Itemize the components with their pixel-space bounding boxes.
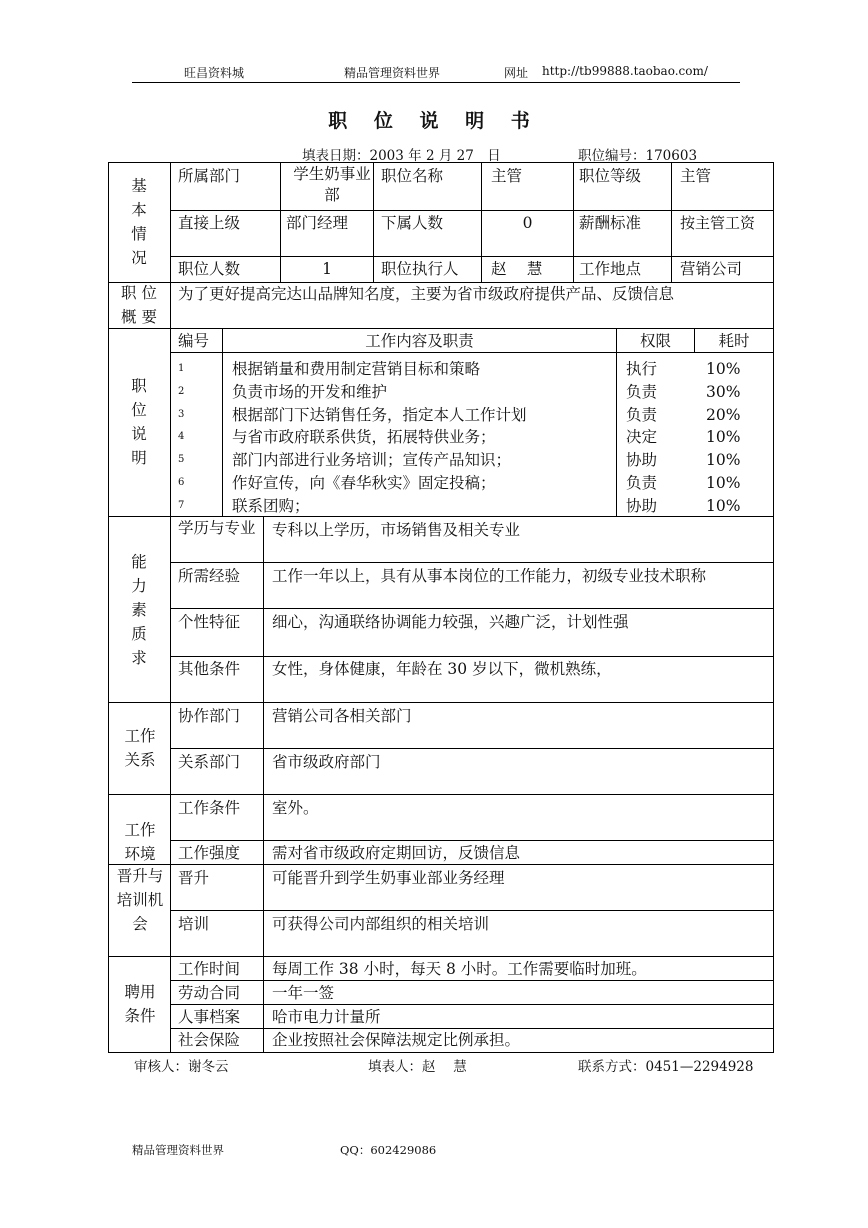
work-condition-label: 工作条件 [178, 799, 241, 817]
table-border-left [108, 162, 109, 1053]
rule [108, 956, 774, 957]
rule [108, 864, 774, 865]
rule [170, 562, 774, 563]
duty-authority: 协助 [626, 451, 658, 469]
duty-time: 10% [706, 497, 741, 515]
document-title: 职 位 说 明 书 [328, 110, 540, 132]
rule [263, 516, 264, 702]
rule [170, 910, 774, 911]
duty-content: 负责市场的开发和维护 [232, 383, 388, 401]
work-condition-value: 室外。 [272, 799, 319, 817]
subordinates-label: 下属人数 [381, 214, 444, 232]
duty-authority: 执行 [626, 360, 658, 378]
rule [170, 980, 774, 981]
duty-col-content: 工作内容及职责 [365, 332, 474, 350]
coop-dept-label: 协作部门 [178, 707, 241, 725]
superior-value: 部门经理 [286, 214, 349, 232]
duty-no: 5 [178, 454, 185, 465]
rule [170, 748, 774, 749]
work-hours-value: 每周工作 38 小时，每天 8 小时。工作需要临时加班。 [272, 960, 647, 978]
rule [616, 328, 617, 516]
duty-authority: 负责 [626, 474, 658, 492]
duty-authority: 负责 [626, 383, 658, 401]
duty-content: 根据销量和费用制定营销目标和策略 [232, 360, 481, 378]
dept-value: 学生奶事业部 [293, 165, 371, 204]
dept-label: 所属部门 [178, 167, 241, 185]
related-dept-value: 省市级政府部门 [272, 753, 381, 771]
duty-content: 与省市政府联系供货，拓展特供业务； [232, 428, 496, 446]
duty-time: 10% [706, 428, 741, 446]
headcount-value: 1 [322, 260, 332, 278]
rule [108, 702, 774, 703]
executor-label: 职位执行人 [381, 260, 459, 278]
duty-content: 作好宣传，向《春华秋实》固定投稿； [232, 474, 496, 492]
rule [108, 328, 774, 329]
rule [108, 794, 774, 795]
subordinates-value: 0 [522, 214, 533, 232]
training-value: 可获得公司内部组织的相关培训 [272, 915, 490, 933]
grade-value: 主管 [680, 167, 712, 185]
fill-date: 填表日期：2003 年 2 月 27 日 [302, 148, 501, 164]
duty-no: 6 [178, 477, 185, 488]
salary-label: 薪酬标准 [579, 214, 642, 232]
bottom-qq: QQ：602429086 [340, 1143, 437, 1157]
section-label-promotion: 晋升与培训机会 [116, 867, 164, 933]
rule [170, 840, 774, 841]
reviewer: 审核人：谢冬云 [134, 1059, 229, 1075]
insurance-value: 企业按照社会保障法规定比例承担。 [272, 1031, 521, 1049]
headcount-label: 职位人数 [178, 260, 241, 278]
duty-authority: 协助 [626, 497, 658, 515]
rule [263, 864, 264, 956]
duty-col-no: 编号 [178, 332, 210, 350]
section-label-employment: 聘用条件 [124, 983, 156, 1025]
rule [170, 656, 774, 657]
header-middle-text: 精品管理资料世界 [344, 66, 441, 80]
rule [170, 608, 774, 609]
rule [170, 1004, 774, 1005]
section-label-basic: 基本情况 [131, 177, 147, 267]
personality-label: 个性特征 [178, 613, 241, 631]
duty-time: 30% [706, 383, 741, 401]
duty-time: 10% [706, 451, 741, 469]
filler: 填表人：赵 慧 [368, 1059, 467, 1075]
work-intensity-label: 工作强度 [178, 844, 241, 862]
experience-label: 所需经验 [178, 567, 241, 585]
contact: 联系方式：0451—2294928 [578, 1059, 754, 1075]
superior-label: 直接上级 [178, 214, 241, 232]
promotion-label: 晋升 [178, 869, 210, 887]
section-label-ability: 能力素质求 [131, 553, 147, 667]
location-label: 工作地点 [579, 260, 642, 278]
section-label-summary: 职 位 概 要 [121, 284, 157, 326]
duty-no: 7 [178, 500, 185, 511]
table-border-bottom [108, 1052, 774, 1053]
summary-text: 为了更好提高完达山品牌知名度，主要为省市级政府提供产品、反馈信息 [178, 285, 675, 303]
section-label-environment: 工作环境 [124, 821, 156, 863]
rule [263, 702, 264, 794]
rule [170, 256, 774, 257]
section-label-relations: 工作关系 [124, 727, 156, 769]
duty-col-time: 耗时 [718, 332, 750, 350]
duty-content: 部门内部进行业务培训；宣传产品知识； [232, 451, 512, 469]
rule [170, 352, 774, 353]
duty-time: 10% [706, 474, 741, 492]
work-hours-label: 工作时间 [178, 960, 241, 978]
duty-authority: 负责 [626, 406, 658, 424]
position-name-value: 主管 [491, 167, 523, 185]
grade-label: 职位等级 [579, 167, 642, 185]
education-label: 学历与专业 [178, 519, 256, 537]
work-intensity-value: 需对省市级政府定期回访，反馈信息 [272, 844, 521, 862]
contract-value: 一年一签 [272, 984, 335, 1002]
duty-col-authority: 权限 [639, 332, 671, 350]
duty-time: 10% [706, 360, 741, 378]
duty-authority: 决定 [626, 428, 658, 446]
page-header [132, 62, 740, 83]
duty-no: 3 [178, 409, 185, 420]
duty-content: 联系团购； [232, 497, 310, 515]
duty-time: 20% [706, 406, 741, 424]
insurance-label: 社会保险 [178, 1031, 241, 1049]
rule [263, 956, 264, 1053]
personnel-file-label: 人事档案 [178, 1008, 241, 1026]
header-url[interactable]: http://tb99888.taobao.com/ [542, 64, 708, 78]
contract-label: 劳动合同 [178, 984, 241, 1002]
rule [108, 516, 774, 517]
rule [170, 210, 774, 211]
header-url-label: 网址 [504, 66, 529, 80]
other-conditions-label: 其他条件 [178, 660, 241, 678]
table-border-top [108, 162, 774, 163]
rule [222, 328, 223, 516]
duty-no: 1 [178, 363, 185, 374]
duty-content: 根据部门下达销售任务，指定本人工作计划 [232, 406, 527, 424]
salary-value: 按主管工资 [680, 214, 756, 232]
rule [263, 794, 264, 864]
job-description-table [108, 162, 774, 1053]
rule [671, 162, 672, 282]
coop-dept-value: 营销公司各相关部门 [272, 707, 412, 725]
location-value: 营销公司 [680, 260, 743, 278]
position-name-label: 职位名称 [381, 167, 444, 185]
promotion-value: 可能晋升到学生奶事业部业务经理 [272, 869, 505, 887]
other-conditions-value: 女性，身体健康，年龄在 30 岁以下，微机熟练， [272, 660, 612, 678]
section-label-duties: 职位说明 [131, 377, 147, 467]
training-label: 培训 [178, 915, 210, 933]
education-value: 专科以上学历，市场销售及相关专业 [272, 521, 521, 539]
experience-value: 工作一年以上，具有从事本岗位的工作能力，初级专业技术职称 [272, 567, 707, 585]
duty-no: 4 [178, 431, 185, 442]
personality-value: 细心，沟通联络协调能力较强，兴趣广泛，计划性强 [272, 613, 629, 631]
rule [573, 162, 574, 282]
position-number: 职位编号：170603 [578, 148, 698, 164]
duty-no: 2 [178, 386, 185, 397]
executor-value: 赵 慧 [491, 260, 543, 278]
bottom-left-text: 精品管理资料世界 [132, 1143, 224, 1157]
related-dept-label: 关系部门 [178, 753, 241, 771]
personnel-file-value: 哈市电力计量所 [272, 1008, 381, 1026]
header-left-text: 旺昌资料城 [184, 66, 245, 80]
